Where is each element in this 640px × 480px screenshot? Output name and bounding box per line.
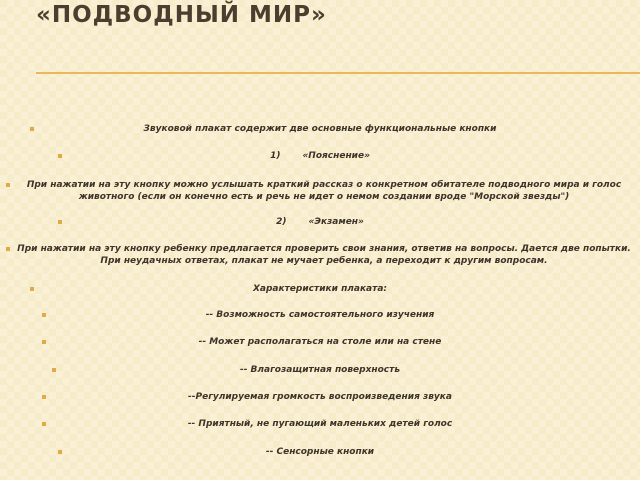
feature-item: -- Может располагаться на столе или на стене	[198, 337, 442, 347]
slide-title: «ПОДВОДНЫЙ МИР»	[36, 2, 327, 28]
characteristics-heading: Характеристики плаката:	[252, 284, 388, 294]
button2-label: «Экзамен»	[308, 217, 364, 227]
button2-description: При нажатии на эту кнопку ребенку предлагается проверить свои знания, ответив на вопросы. Дается две попытки. При неудачных ответах, плакат не мучает ребенка, а переходит к другим вопросам.	[17, 244, 631, 266]
button1-item	[0, 151, 640, 161]
title-divider	[36, 72, 640, 74]
button1-description: При нажатии на эту кнопку можно услышать краткий рассказ о конкретном обитателе подводного мира и голос животного (если он конечно есть и речь не идет о немом создании вроде "Морской звезды")	[26, 180, 622, 202]
bullet-icon	[6, 247, 10, 251]
button2-number: 2)	[276, 217, 287, 227]
intro-text: Звуковой плакат содержит две основные функциональные кнопки	[143, 124, 497, 134]
feature-item: -- Возможность самостоятельного изучения	[205, 310, 435, 320]
feature-item: -- Влагозащитная поверхность	[239, 365, 401, 375]
button2-item	[0, 217, 640, 227]
feature-item: --Регулируемая громкость воспроизведения звука	[188, 392, 452, 402]
button1-number: 1)	[270, 151, 281, 161]
feature-item: -- Приятный, не пугающий маленьких детей голос	[187, 419, 453, 429]
feature-item: -- Сенсорные кнопки	[265, 447, 375, 457]
button1-label: «Пояснение»	[302, 151, 370, 161]
bullet-icon	[6, 183, 10, 187]
